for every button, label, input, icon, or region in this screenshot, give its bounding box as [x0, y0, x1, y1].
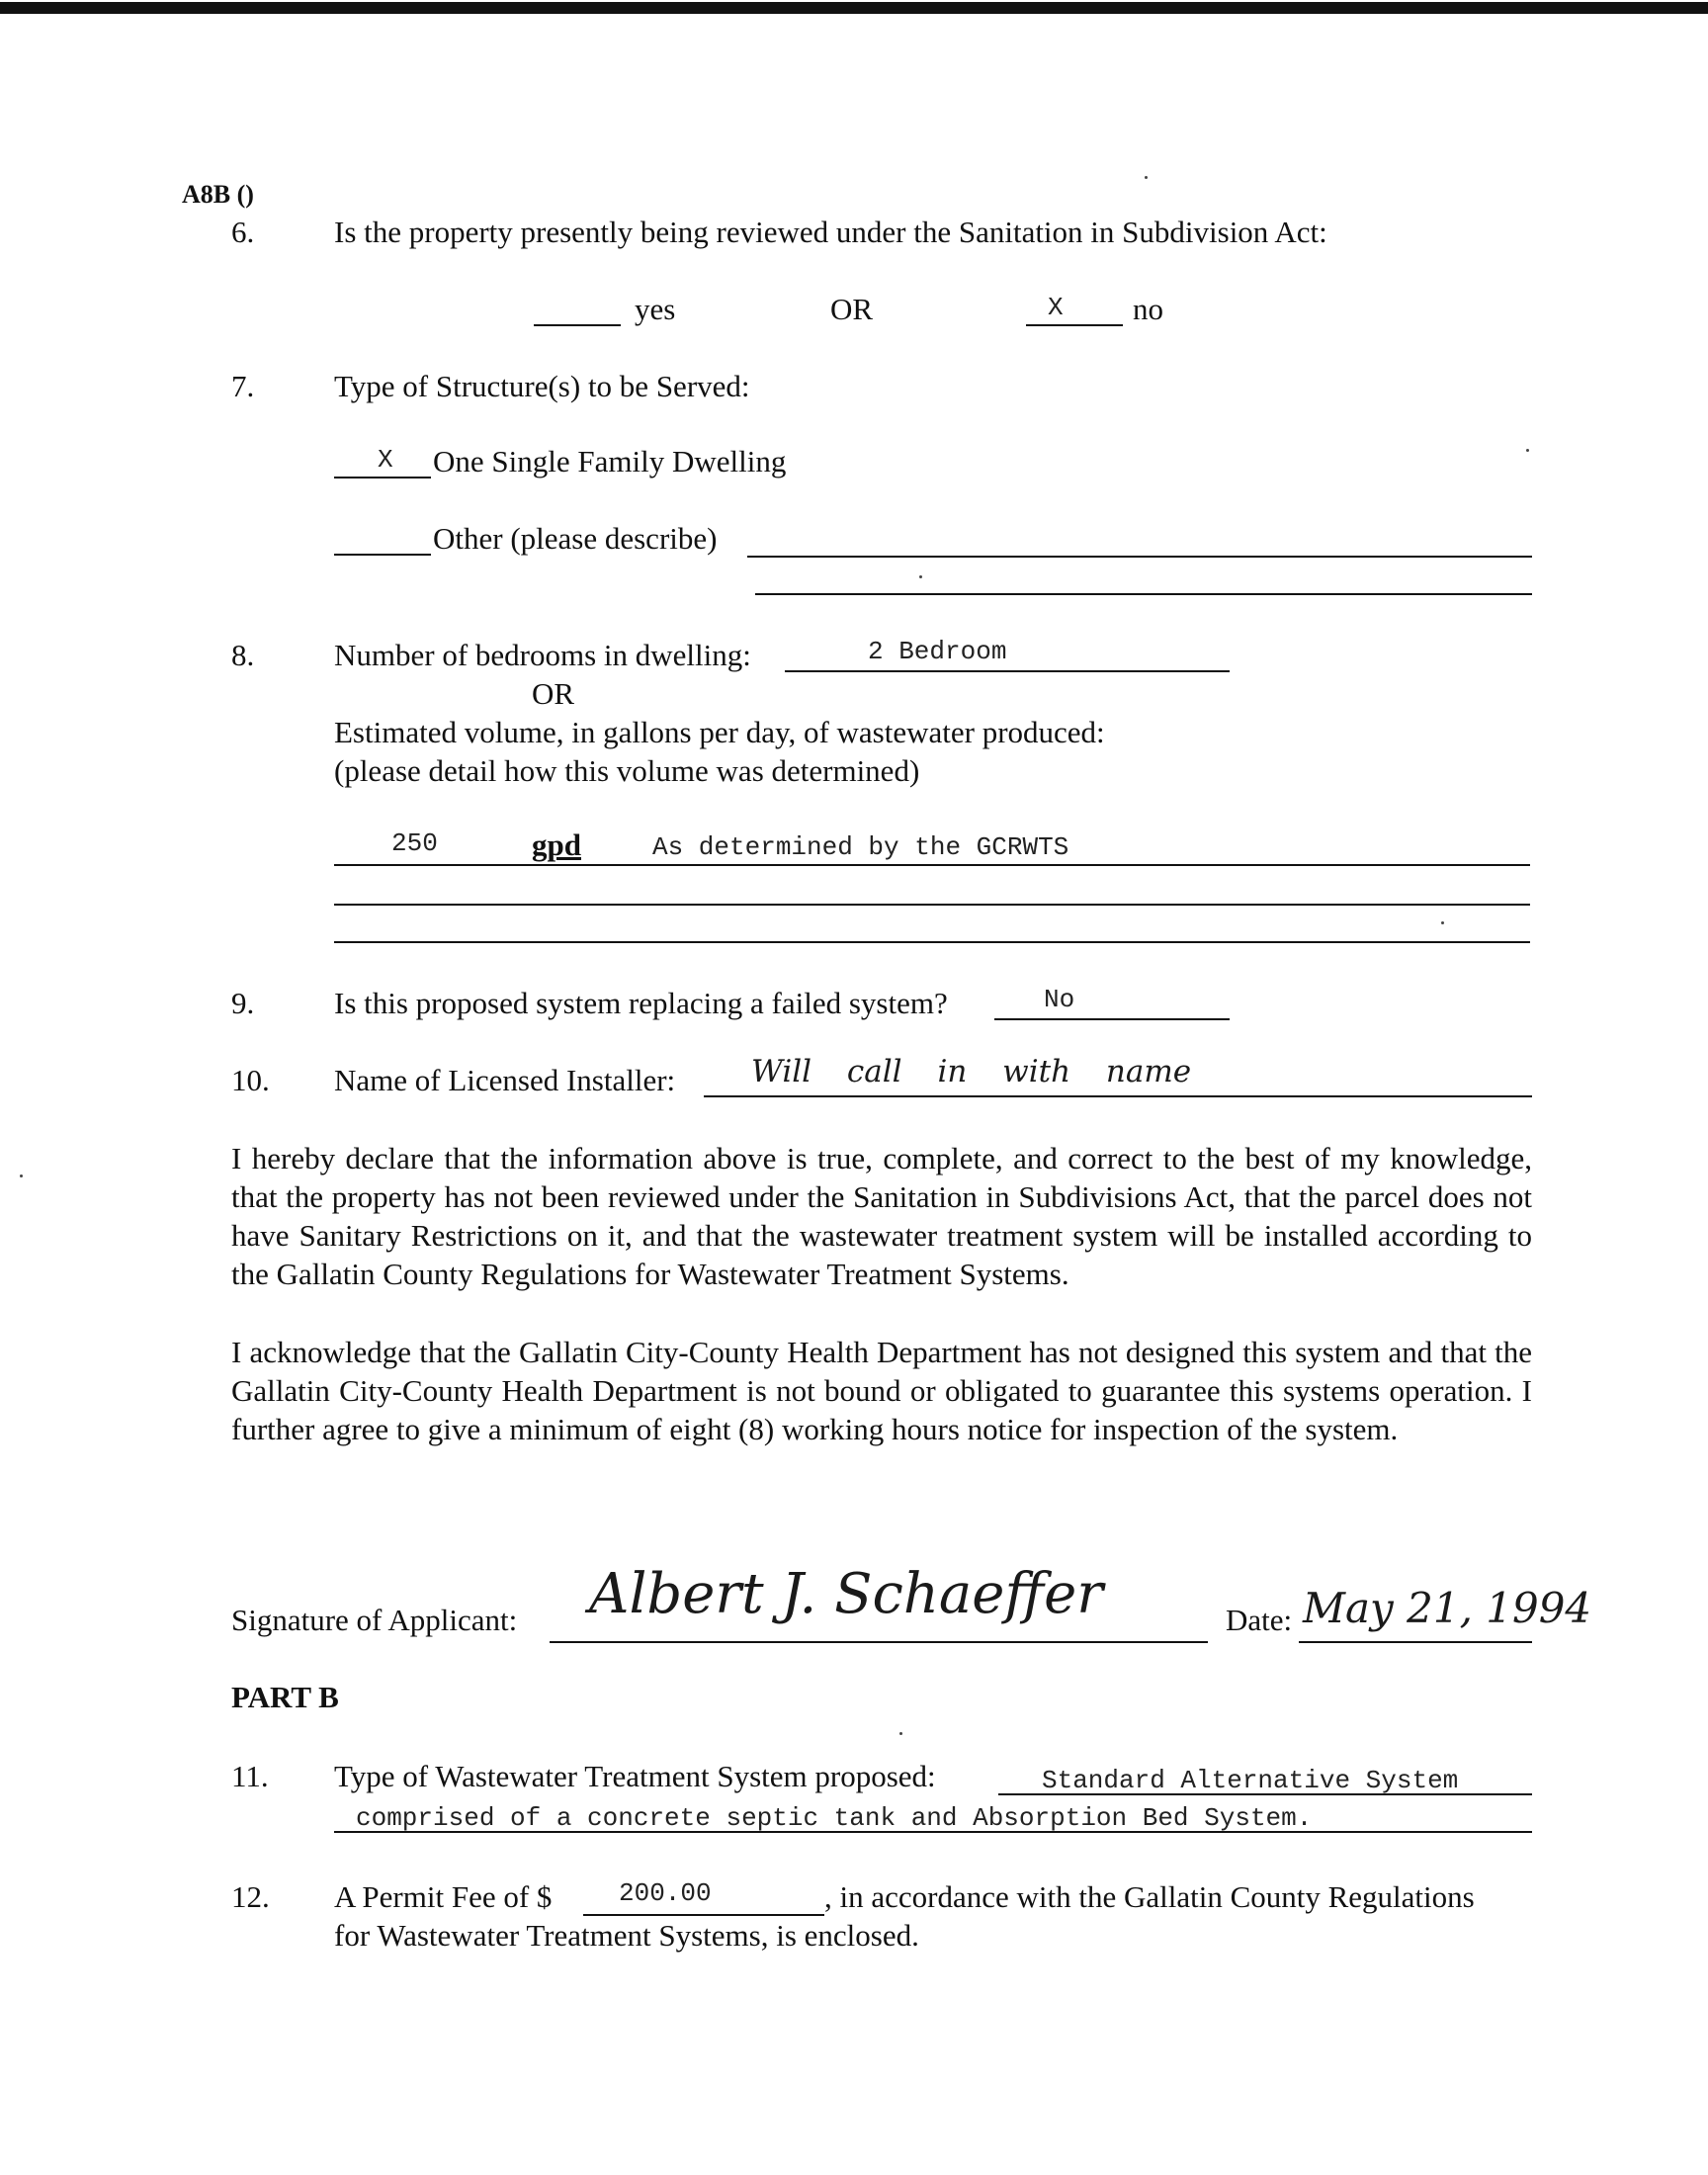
q10-question: Name of Licensed Installer: — [334, 1063, 676, 1097]
scan-speck — [919, 575, 922, 578]
q7-question: Type of Structure(s) to be Served: — [334, 369, 750, 403]
q10-answer-line[interactable] — [704, 1095, 1532, 1097]
signature-line[interactable] — [550, 1641, 1208, 1643]
q6-no-line[interactable] — [1026, 324, 1123, 326]
scan-speck — [1441, 921, 1444, 924]
q9-answer: No — [1044, 985, 1075, 1014]
q11-number: 11. — [231, 1759, 269, 1793]
scan-speck — [20, 1174, 23, 1177]
signature-date-value: May 21, 1994 — [1303, 1584, 1592, 1632]
q9-number: 9. — [231, 986, 255, 1020]
scan-top-edge — [0, 2, 1708, 14]
q8-question: Number of bedrooms in dwelling: — [334, 638, 751, 672]
q7-other-describe-line-2[interactable] — [755, 593, 1532, 595]
q6-yes-line[interactable] — [534, 324, 621, 326]
signature-date-line[interactable] — [1299, 1641, 1532, 1643]
q12-fee-line[interactable] — [583, 1914, 824, 1916]
q8-volume-question: Estimated volume, in gallons per day, of wastewater produced: — [334, 715, 1105, 749]
q8-detail-line-1[interactable] — [334, 864, 1530, 866]
q12-text-before: A Permit Fee of $ — [334, 1879, 553, 1914]
q8-volume-detail: (please detail how this volume was determined) — [334, 753, 920, 788]
q8-or: OR — [532, 676, 575, 711]
q9-answer-line[interactable] — [994, 1018, 1230, 1020]
q6-no-label: no — [1133, 292, 1163, 326]
q9-question: Is this proposed system replacing a failed system? — [334, 986, 948, 1020]
q12-fee-value: 200.00 — [619, 1878, 712, 1908]
q8-detail-line-3[interactable] — [334, 941, 1530, 943]
q8-detail-line-2[interactable] — [334, 904, 1530, 906]
q8-gallons-value: 250 — [391, 828, 438, 858]
q10-number: 10. — [231, 1063, 270, 1097]
signature-label: Signature of Applicant: — [231, 1603, 518, 1637]
q11-question: Type of Wastewater Treatment System proposed: — [334, 1759, 936, 1793]
declaration-paragraph-2: I acknowledge that the Gallatin City-County Health Department has not designed this system and that the Gallatin City-County Health Department is not bound or obligated to guarantee this systems operation. I further agree to give a minimum of eight (8) working hours notice for inspection of the system. — [231, 1335, 1532, 1446]
scan-speck — [1145, 176, 1148, 179]
q6-no-mark: X — [1048, 293, 1064, 322]
q7-number: 7. — [231, 369, 255, 403]
header-mark: A8B () — [182, 180, 254, 209]
q8-unit: gpd — [532, 827, 581, 862]
declaration-paragraph-1: I hereby declare that the information above is true, complete, and correct to the best of my knowledge, that the property has not been reviewed under the Sanitation in Subdivisions Act, that the parcel does not have Sanitary Restrictions on it, and that the wastewater treatment system will be installed according to the Gallatin County Regulations for Wastewater Treatment Systems. — [231, 1141, 1532, 1291]
q6-question: Is the property presently being reviewed under the Sanitation in Subdivision Act: — [334, 215, 1327, 249]
q7-single-mark: X — [378, 445, 393, 475]
q6-number: 6. — [231, 215, 255, 249]
q7-other-label: Other (please describe) — [433, 521, 718, 556]
q7-other-describe-line-1[interactable] — [747, 556, 1532, 558]
scan-speck — [899, 1732, 902, 1735]
q12-number: 12. — [231, 1879, 270, 1914]
scan-speck — [1526, 449, 1529, 452]
q8-number: 8. — [231, 638, 255, 672]
part-b-heading: PART B — [231, 1680, 339, 1714]
q12-text-line2: for Wastewater Treatment Systems, is enclosed. — [334, 1918, 919, 1953]
signature-date-label: Date: — [1226, 1603, 1293, 1637]
q12-text-after: , in accordance with the Gallatin County Regulations — [824, 1879, 1475, 1914]
q7-single-label: One Single Family Dwelling — [433, 444, 787, 478]
q8-basis-value: As determined by the GCRWTS — [652, 832, 1069, 862]
q8-bedrooms-value: 2 Bedroom — [868, 637, 1007, 666]
q7-single-line[interactable] — [334, 477, 431, 478]
q10-answer: Will call in with name — [751, 1054, 1192, 1089]
signature-value: Albert J. Schaeffer — [589, 1562, 1104, 1626]
q6-or: OR — [830, 292, 874, 326]
q7-other-line[interactable] — [334, 554, 431, 556]
q11-answer-line1: Standard Alternative System — [1042, 1766, 1459, 1795]
q8-bedrooms-line[interactable] — [785, 670, 1230, 672]
q6-yes-label: yes — [635, 292, 676, 326]
q11-answer-line2: comprised of a concrete septic tank and Absorption Bed System. — [356, 1803, 1313, 1833]
